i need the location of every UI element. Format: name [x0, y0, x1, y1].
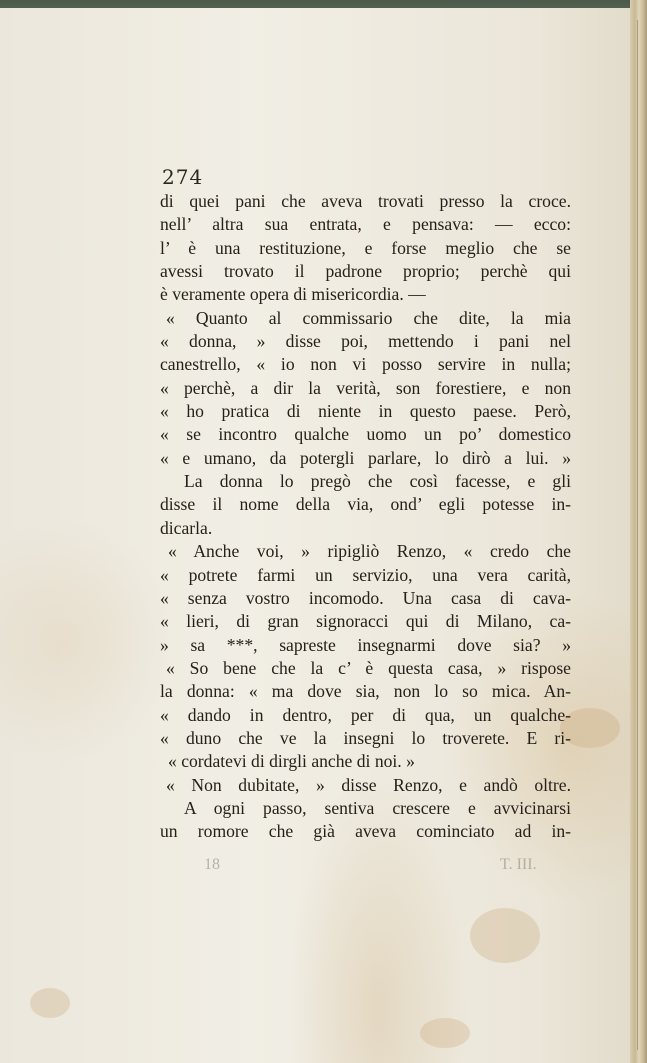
text-line: « cordatevi di dirgli anche di noi. »: [168, 751, 415, 772]
text-line: dicarla.: [160, 517, 213, 538]
text-line: l’ è una restituzione, e forse meglio che se: [160, 237, 571, 258]
text-line: La donna lo pregò che così facesse, e gli: [184, 471, 571, 492]
text-line: « potrete farmi un servizio, una vera carità,: [160, 564, 571, 585]
paper-sheet: [0, 8, 630, 1063]
page-edge: [630, 0, 647, 1063]
text-line: « So bene che la c’ è questa casa, » rispose: [166, 657, 571, 678]
text-line: « Non dubitate, » disse Renzo, e andò oltre.: [166, 774, 571, 795]
volume-mark: T. III.: [500, 856, 537, 873]
text-line: « perchè, a dir la verità, son forestiere, e non: [160, 377, 571, 398]
text-line: « e umano, da potergli parlare, lo dirò a lui. »: [160, 447, 571, 468]
body-text: [160, 190, 571, 844]
text-line: A ogni passo, sentiva crescere e avvicinarsi: [184, 797, 571, 818]
text-line: avessi trovato il padrone proprio; perchè qui: [160, 261, 571, 282]
text-line: « lieri, di gran signoracci qui di Milano, ca-: [160, 611, 571, 632]
text-line: « donna, » disse poi, mettendo i pani nel: [160, 331, 571, 352]
text-line: disse il nome della via, ond’ egli potesse in-: [160, 494, 571, 515]
text-line: « duno che ve la insegni lo troverete. E ri-: [160, 727, 571, 748]
text-line: un romore che già aveva cominciato ad in-: [160, 821, 571, 842]
text-line: « senza vostro incomodo. Una casa di cava-: [160, 587, 571, 608]
text-line: » sa ***, sapreste insegnarmi dove sia? »: [160, 634, 571, 655]
text-line: « Anche voi, » ripigliò Renzo, « credo che: [168, 541, 571, 562]
text-line: la donna: « ma dove sia, non lo so mica. An-: [160, 681, 571, 702]
foxing-stain: [420, 1018, 470, 1048]
text-line: nell’ altra sua entrata, e pensava: — ecco:: [160, 214, 571, 235]
text-line: è veramente opera di misericordia. —: [160, 284, 426, 305]
signature-mark: 18: [204, 856, 220, 873]
text-line: « se incontro qualche uomo un po’ domestico: [160, 424, 571, 445]
foxing-stain: [470, 908, 540, 963]
text-line: di quei pani che aveva trovati presso la croce.: [160, 191, 571, 211]
edge-crease: [637, 20, 638, 1050]
text-line: canestrello, « io non vi posso servire in nulla;: [160, 354, 571, 375]
text-line: « ho pratica di niente in questo paese. Però,: [160, 401, 571, 422]
text-line: « dando in dentro, per di qua, un qualche-: [160, 704, 571, 725]
foxing-stain: [30, 988, 70, 1018]
text-line: « Quanto al commissario che dite, la mia: [166, 307, 571, 328]
page-number: 274: [162, 165, 204, 189]
